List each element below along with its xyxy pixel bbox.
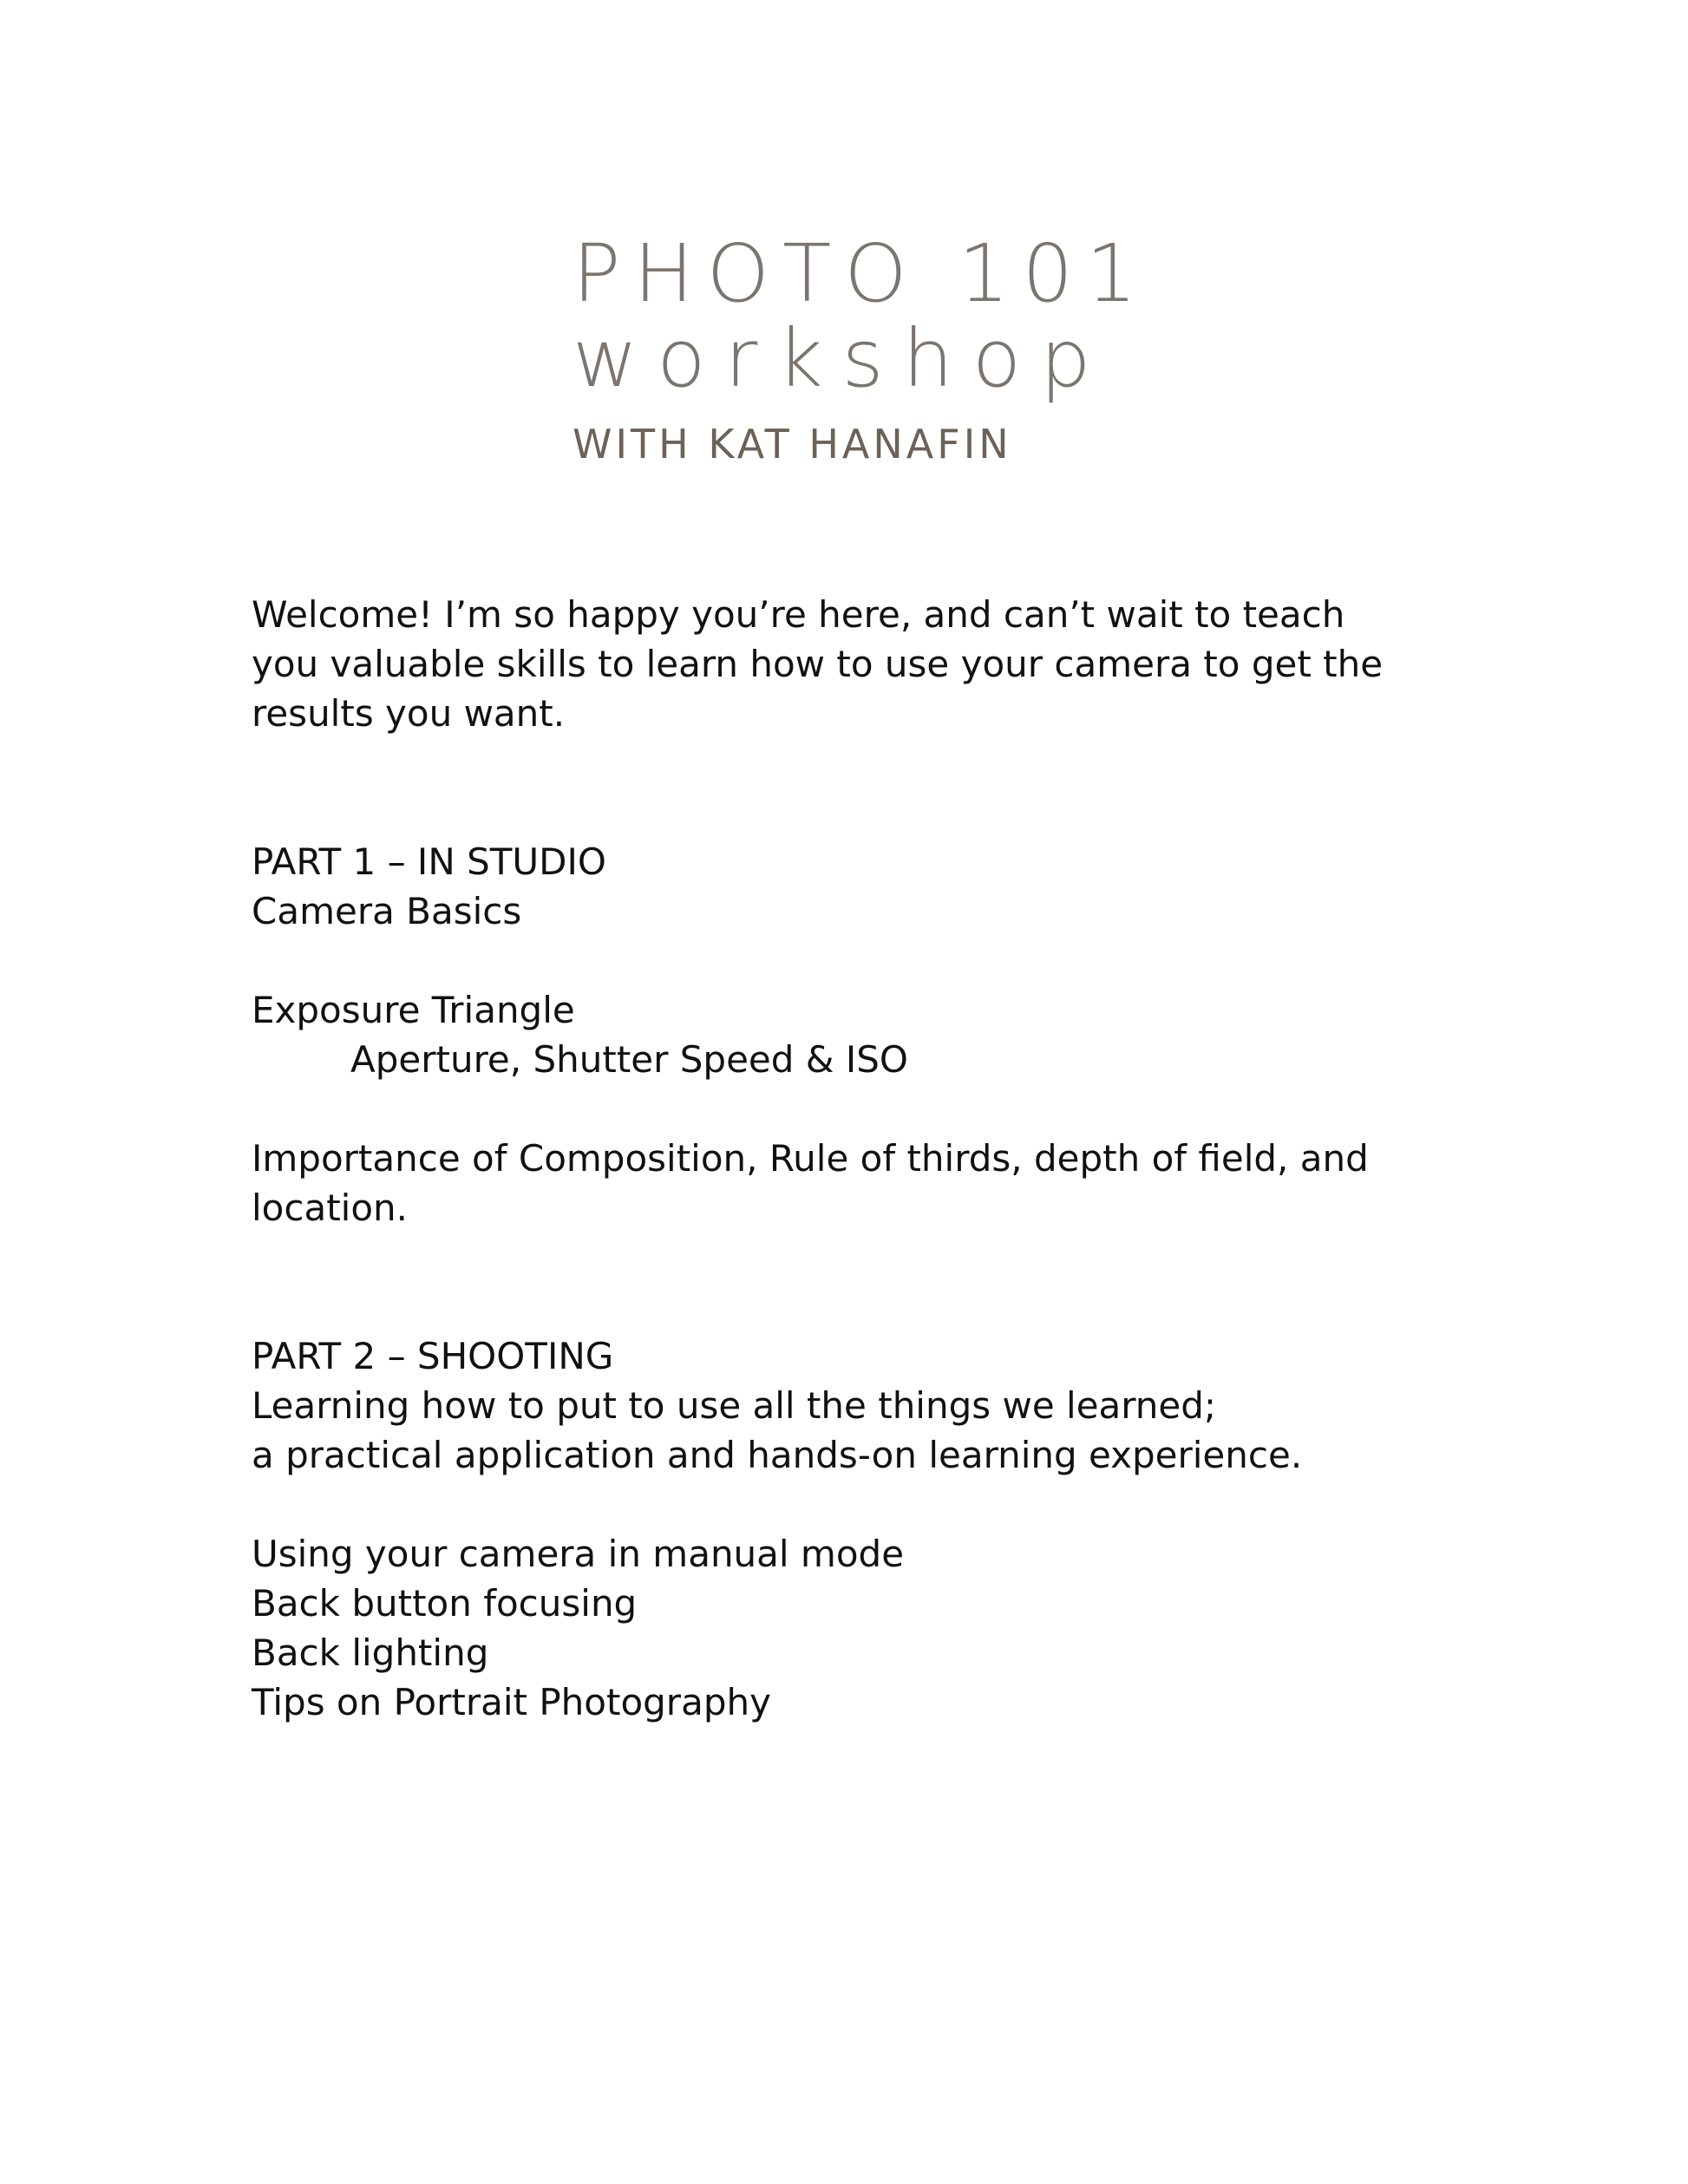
part2-list-item: Back lighting — [252, 1631, 489, 1674]
spacer — [252, 936, 1466, 985]
intro-line: Welcome! I’m so happy you’re here, and can’t wait to teach — [252, 593, 1345, 636]
part2-list-item: Using your camera in manual mode — [252, 1533, 905, 1575]
part1-subitem-exposure: Aperture, Shutter Speed & ISO — [350, 1038, 908, 1081]
title-line-photo-101: PHOTO 101 — [572, 227, 1150, 320]
spacer — [252, 1084, 1466, 1134]
part2-description: Learning how to put to use all the things we learned; — [252, 1384, 1217, 1427]
part2-list-item: Back button focusing — [252, 1582, 638, 1625]
part2-heading: PART 2 – SHOOTING — [252, 1335, 614, 1377]
part1-item-composition: Importance of Composition, Rule of thirds, depth of field, and — [252, 1137, 1369, 1180]
spacer — [252, 738, 1466, 837]
part2-description: a practical application and hands-on learning experience. — [252, 1434, 1303, 1476]
part1-heading: PART 1 – IN STUDIO — [252, 840, 606, 883]
spacer — [252, 1480, 1466, 1529]
part1-section — [252, 837, 1466, 1233]
part1-item-camera-basics: Camera Basics — [252, 890, 522, 932]
spacer — [252, 1233, 1466, 1331]
intro-paragraph — [252, 590, 1466, 738]
part1-item-exposure-triangle: Exposure Triangle — [252, 989, 575, 1031]
intro-line: you valuable skills to learn how to use your camera to get the — [252, 643, 1384, 685]
intro-line: results you want. — [252, 692, 566, 735]
title-line-workshop: workshop — [572, 312, 1110, 405]
part2-section — [252, 1331, 1466, 1727]
title-author: WITH KAT HANAFIN — [572, 421, 1012, 468]
document-title — [572, 227, 1150, 470]
part2-list-item: Tips on Portrait Photography — [252, 1681, 771, 1723]
document-body — [252, 590, 1466, 1727]
part1-item-composition: location. — [252, 1187, 408, 1229]
